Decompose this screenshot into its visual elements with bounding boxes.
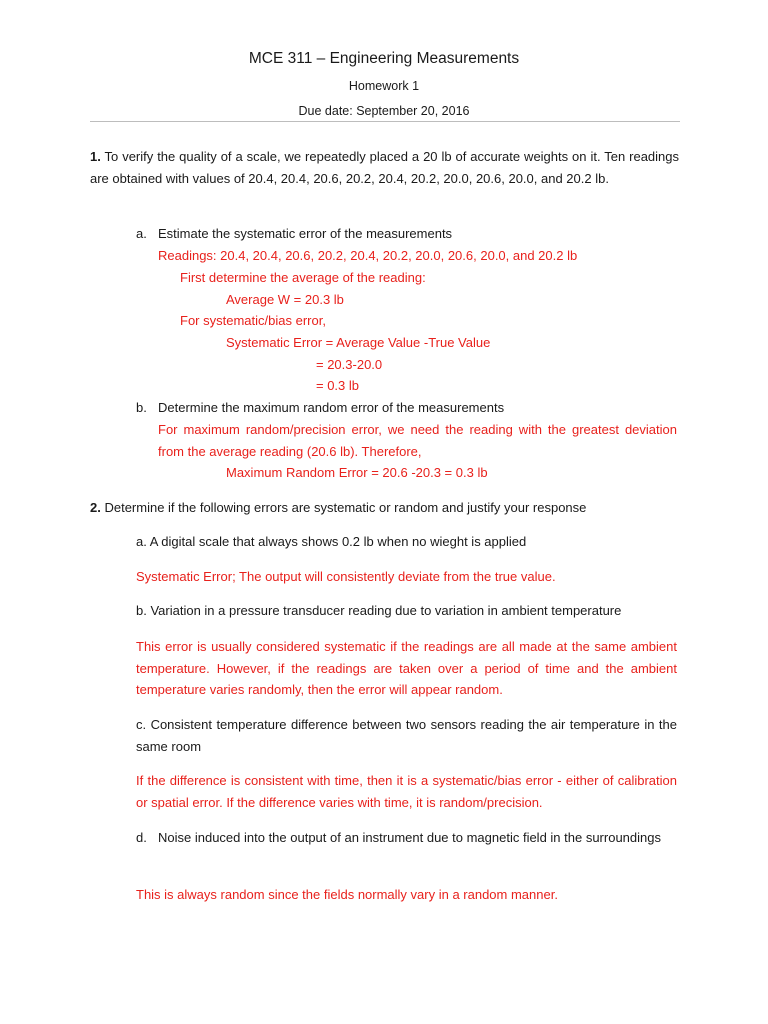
q1b-result: Maximum Random Error = 20.6 -20.3 = 0.3 lb [226, 465, 488, 480]
q2d-question: Noise induced into the output of an instrument due to magnetic field in the surroundings [158, 830, 661, 845]
question-1 [90, 146, 679, 189]
q1a-average: Average W = 20.3 lb [226, 292, 344, 307]
homework-label: Homework 1 [348, 79, 420, 93]
q1a-formula: Systematic Error = Average Value -True Value [226, 335, 491, 350]
question-2 [90, 497, 586, 519]
q2c-question: c. Consistent temperature difference between two sensors reading the air temperature in the same room [136, 717, 677, 754]
q2b-answer: This error is usually considered systematic if the readings are all made at the same ambient temperature. However, if the readings are taken over a period of time and the ambient temperature varies randomly, then the error will appear random. [136, 639, 677, 698]
q1a-marker: a. [136, 226, 147, 241]
q2a-answer: Systematic Error; The output will consistently deviate from the true value. [136, 569, 556, 584]
header-divider [90, 121, 680, 122]
q1a-step1: First determine the average of the reading: [180, 270, 426, 285]
q1b-question: Determine the maximum random error of the measurements [158, 400, 505, 415]
q2c-answer: If the difference is consistent with time, then it is a systematic/bias error - either of calibration or spatial error. If the difference varies with time, it is random/precision. [136, 773, 677, 810]
question-2-text: Determine if the following errors are systematic or random and justify your response [104, 500, 587, 515]
q2d-answer: This is always random since the fields normally vary in a random manner. [136, 887, 558, 902]
q2a-question: a. A digital scale that always shows 0.2 lb when no wieght is applied [136, 534, 527, 549]
q1a-calc2: = 0.3 lb [316, 378, 360, 393]
q1b-answer: For maximum random/precision error, we need the reading with the greatest deviation from the average reading (20.6 lb). Therefore, [158, 422, 677, 459]
q2d-marker: d. [136, 830, 147, 845]
question-1-number: 1. [90, 149, 101, 164]
due-date: Due date: September 20, 2016 [298, 104, 470, 118]
q1a-step2: For systematic/bias error, [180, 313, 326, 328]
q1b-marker: b. [136, 400, 147, 415]
q1a-question: Estimate the systematic error of the measurements [158, 226, 453, 241]
q2b-question: b. Variation in a pressure transducer reading due to variation in ambient temperature [136, 603, 622, 618]
q1a-readings: Readings: 20.4, 20.4, 20.6, 20.2, 20.4, 20.2, 20.0, 20.6, 20.0, and 20.2 lb [158, 248, 578, 263]
q1a-calc1: = 20.3-20.0 [316, 357, 383, 372]
question-1-text: To verify the quality of a scale, we repeatedly placed a 20 lb of accurate weights on it. Ten readings are obtained with values of 20.4, 20.4, 20.6, 20.2, 20.4, 20.2, 20.0, 20.6, 20.0, and 20.2 lb. [90, 149, 679, 186]
question-2-number: 2. [90, 500, 101, 515]
document-title: MCE 311 – Engineering Measurements [248, 50, 520, 67]
